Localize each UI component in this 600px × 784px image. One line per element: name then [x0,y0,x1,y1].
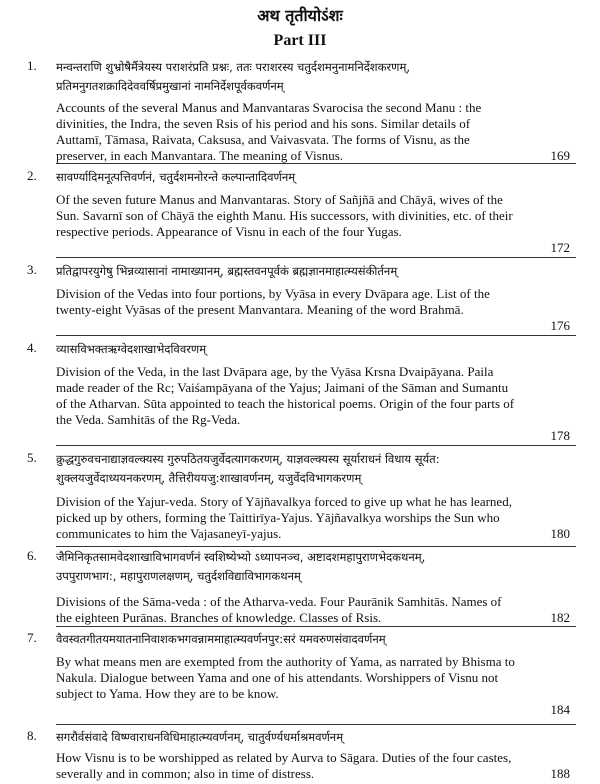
entry-sanskrit-line: मन्वन्तराणि शुभ्रोषैर्मैत्रेयस्य पराशरंप्रति प्रश्नः, ततः पराशरस्य चतुर्दशमनुनामनिर्देशकरणम्, [56,60,411,74]
entry-sanskrit-line: क्रुद्धगुरुवचनाद्याज्ञवल्क्यस्य गुरुपठितयजुर्वेदत्यागकरणम्, याज्ञवल्क्यस्य सूर्याराधनं विधाय सूर्यत: [56,452,440,466]
entry-number: 5. [27,450,37,465]
entry-page-number: 169 [550,148,570,163]
entry-page-number: 172 [550,240,570,255]
entry-sanskrit-line: सावर्ण्यादिमनूत्पत्तिवर्णनं, चतुर्दशमनोरन्ते कल्पान्तादिवर्णनम् [56,170,296,184]
entry-page-number: 176 [550,318,570,333]
entry-number: 7. [27,630,37,645]
entry-number: 1. [27,58,37,73]
entry-page-number: 184 [550,702,570,717]
entry-page-number: 182 [550,610,570,625]
part-title-sanskrit: अथ तृतीयोऽंशः [257,6,343,25]
entry-divider [56,445,576,446]
entry-description: Of the seven future Manus and Manvantaras. Story of Sañjñā and Chāyā, wives of the Sun. Savarnī son of Chāyā the eighth Manu. His successors, with divinities, etc. of their respective periods. Appearance of Visnu in each of the four Yugas. [56,192,513,239]
entry-sanskrit-line: प्रतिद्वापरयुगेषु भिन्नव्यासानां नामाख्यानम्, ब्रह्मस्तवनपूर्वकं ब्रह्मज्ञानमाहात्म्यसंकीर्तनम् [56,264,398,278]
entry-description: Division of the Veda, in the last Dvāpara age, by the Vyāsa Krsna Dvaipāyana. Paila made reader of the Rc; Vaiśampāyana of the Yajus; Jaimani of the Sāman and Sumantu of the Atharvan. Sūta appointed to teach the historical poems. Origin of the four parts of the Veda. Samhitās of the Rg-Veda. [56,364,515,427]
entry-divider [56,257,576,258]
entry-page-number: 178 [550,428,570,443]
entry-description: Divisions of the Sāma-veda : of the Atharva-veda. Four Paurānik Samhitās. Names of the eighteen Purānas. Branches of knowledge. Classes of Rsis. [56,594,502,625]
entry-sanskrit-line: सगरौर्वसंवादे विष्ण्वाराधनविधिमाहात्म्यवर्णनम्, चातुर्वर्ण्यधर्माश्रमवर्णनम् [56,730,344,744]
entry-number: 2. [27,168,37,183]
entry-divider [56,163,576,164]
entry-sanskrit-line: प्रतिमनुगतशक्रादिदेववर्षिप्रमुखानां नामनिर्देशपूर्वकवर्णनम् [56,79,284,93]
entry-sanskrit-line: व्यासविभक्तऋग्वेदशाखाभेदविवरणम् [56,342,207,356]
entry-description: How Visnu is to be worshipped as related by Aurva to Sāgara. Duties of the four castes, severally and in common; also in time of distress. [56,750,512,781]
entry-number: 6. [27,548,37,563]
entry-number: 8. [27,728,37,743]
entry-description: By what means men are exempted from the authority of Yama, as narrated by Bhisma to Nakula. Dialogue between Yama and one of his attendants. Worshippers of Visnu not subject to Yama. How they are to be know. [56,654,515,701]
entry-sanskrit-line: उपपुराणभाग:, महापुराणलक्षणम्, चतुर्दशविद्याविभागकथनम् [56,569,301,583]
entry-page-number: 188 [550,766,570,781]
entry-page-number: 180 [550,526,570,541]
entry-divider [56,724,576,725]
entry-sanskrit-line: शुक्लयजुर्वेदाध्ययनकरणम्, तैत्तिरीययजु:शाखावर्णनम्, यजुर्वेदविभागकरणम् [56,471,362,485]
entry-divider [56,626,576,627]
entry-description: Accounts of the several Manus and Manvantaras Svarocisa the second Manu : the divinities, the Indra, the seven Rsis of his period and his sons. Similar details of Auttamī, Tāmasa, Raivata, Caksusa, and Vaivasvata. The forms of Visnu, as the preserver, in each Manvantara. The meaning of Visnus. [56,100,482,163]
entry-number: 4. [27,340,37,355]
part-title-english: Part III [273,32,327,49]
entry-sanskrit-line: जैमिनिकृतसामवेदशाखाविभागवर्णनं स्वशिष्येभ्यो ऽध्यापनञ्च, अष्टादशमहापुराणभेदकथनम्, [56,550,426,564]
entry-divider [56,546,576,547]
entry-divider [56,335,576,336]
entry-number: 3. [27,262,37,277]
entry-description: Division of the Yajur-veda. Story of Yājñavalkya forced to give up what he has learned, picked up by others, forming the Taittirīya-Yajus. Yājñavalkya worships the Sun who communicates to him the Vajasaneyī-yajus. [56,494,512,541]
entry-description: Division of the Vedas into four portions, by Vyāsa in every Dvāpara age. List of the twenty-eight Vyāsas of the present Manvantara. Meaning of the word Brahmā. [56,286,490,317]
entry-sanskrit-line: वैवस्वतगीतयमयातनानिवाशकभगवन्नाममाहात्म्यवर्णनपुर:सरं यमवरुणसंवादवर्णनम् [56,632,386,646]
